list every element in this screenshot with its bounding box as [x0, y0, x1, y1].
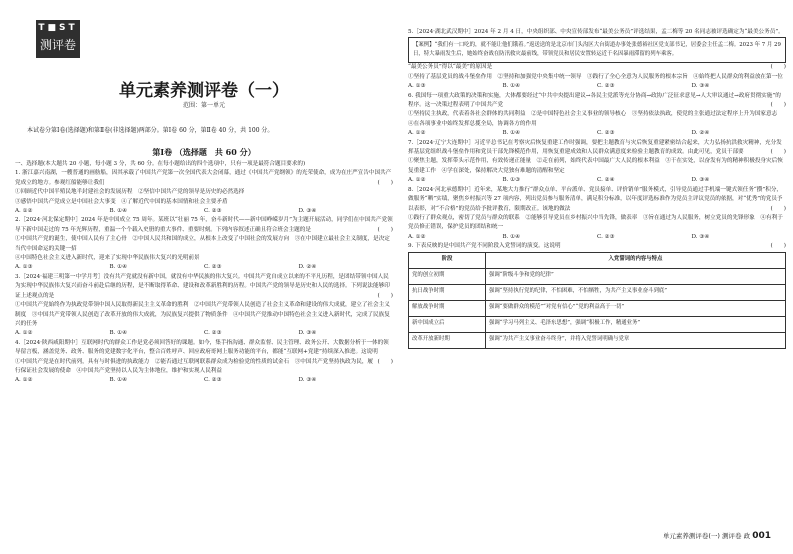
q5-options — [408, 82, 786, 91]
table-cell: 新中国成立后 — [409, 316, 486, 332]
table-row — [409, 284, 786, 300]
footer-subject: 政 — [743, 532, 751, 540]
table-cell: 强调“要做群众的模范”“对党有信心”“党的利益高于一切” — [486, 300, 786, 316]
option-d: D. ②④ — [298, 264, 317, 271]
table-cell: 强调“学习马列主义、毛泽东思想”，强调“积极工作，精通业务” — [486, 316, 786, 332]
q6-item: ①坚持民主执政，代表着各社会群体的共同利益 ②是中国特色社会主义事业的领导核心 ③坚持依法执政，使党的主张通过法定程序上升为国家意志 ④在各项事业中始终发挥总揽全局，协调各方的作用 — [408, 111, 783, 127]
q6-stem — [408, 92, 786, 111]
page-subtitle: 范围：第一单元 — [182, 102, 225, 109]
page-title: 单元素养测评卷（一） — [119, 81, 289, 101]
option-c: C. ②③ — [204, 264, 222, 271]
q8-stem-text: 8.［2024·河北承德期中］近年来，某地大力推行“群众点单、平台派单、党员接单、评价销单”服务模式，引导党员通过手机端一键式领任务“攒”积分，做服务“晒”实绩，聚焦乡村振兴等 27 项内容，列出党员参与服务清单，满足积分标准，以年度评选标准作为党员主评议党员的依据，对“优秀”的党员予以表彰，对“不合格”的党员给予批评教育，限期改正。该地的做法 — [408, 186, 783, 212]
q6-answer-slot: ( ) — [770, 102, 786, 109]
q2-stem — [15, 216, 393, 235]
q9-stem — [408, 242, 786, 251]
option-b: B. ①④ — [502, 83, 521, 90]
option-a: A. ①② — [408, 177, 426, 184]
q5-question — [408, 63, 786, 72]
option-a: A. ①② — [15, 330, 33, 337]
q7-options — [408, 176, 786, 185]
q5-question-text: “最美公务员”得以“最美”的原因是 — [408, 64, 493, 71]
q7-item: ①聚焦主题，发挥带头示范作用，有效传递正能量 ②走在前列，始终代表中国最广大人民的根本利益 ③干在实处，以奋发有为的精神积极投身灾后恢复重建工作 ④学在深处，保持解决大党独有难题的清醒和坚定 — [408, 158, 783, 174]
table-cell: 改革开放新时期 — [409, 332, 486, 348]
q3-item: ①中国共产党始终作为执政党带领中国人民取得新民主主义革命的胜利 ②中国共产党带领人民创造了社会主义革命和建设的伟大成就，建立了社会主义制度 ③中国共产党带领人民创造了改革开放的伟大成就，为民族复兴提供了物质条件 ④中国共产党推动中国特色社会主义进入新时代，完成了民族复兴的任务 — [15, 302, 390, 327]
table-row — [409, 316, 786, 332]
q2-options — [15, 263, 393, 272]
q4-item: ①中国共产党是在时代前列，具有与时俱进的执政能力 ②能否通过互联网联系群众成为检验党的性质的试金石 ③中国共产党坚持执政为民，履行保证社会发展的使命 ④中国共产党坚持以人民为主体地位，维护和实现人民利益 — [15, 358, 374, 374]
table-row — [409, 300, 786, 316]
option-c: C. ②③ — [597, 233, 615, 240]
option-c: C. ②④ — [597, 177, 615, 184]
option-a: A. ①③ — [15, 264, 33, 271]
logo-top-text: T■ST — [38, 23, 78, 33]
footer-label: 单元素养测评卷(一) — [662, 532, 720, 540]
table-cell: 抗日战争时期 — [409, 284, 486, 300]
footer-sub: 测评卷 — [722, 532, 742, 540]
q4-answer-slot: ( ) — [377, 358, 393, 365]
option-a: A. ①② — [408, 233, 426, 240]
q3-stem-text: 3.［2024·福建三明第一中学月考］没有共产党就没有新中国，就没有中华民族的伟大复兴。中国共产党自成立以来的不平凡历程，是团结带领中国人民为实现中华民族伟大复兴而奋斗前赴后继的历程，是不断取得革命、建设和改革新胜利的历程。中国共产党的领导是历史和人民的选择。下列说法能够印证上述观点的是 — [15, 273, 390, 299]
page-footer — [663, 531, 771, 541]
q9-answer-slot: ( ) — [770, 243, 786, 250]
part-heading: 第Ⅰ卷 （选择题 共 60 分） — [152, 147, 256, 157]
q6-stem-text: 6. 我国每一项重大政策的决策和实施，大体都要经过“中共中央提出建议→各民主党派等充分协商→政协广泛征求意见→人大审议通过→政府贯彻实施”的程序。这一决策过程表明了中国共产党 — [408, 92, 781, 109]
option-d: D. ③④ — [298, 377, 317, 384]
table-row — [409, 268, 786, 284]
q1-stem — [15, 169, 393, 188]
q6-options — [408, 129, 786, 138]
q3-options — [15, 329, 393, 338]
option-b: B. ①④ — [109, 208, 128, 215]
q8-stem — [408, 186, 786, 214]
table-cell: 解放战争时期 — [409, 300, 486, 316]
option-a: A. ①② — [15, 377, 33, 384]
option-b: B. ①④ — [109, 264, 128, 271]
q3-answer-slot: ( ) — [377, 292, 393, 299]
q8-options — [408, 233, 786, 242]
option-a: A. ①② — [408, 130, 426, 137]
q1-item: ③感悟中国共产党成立是中国社会大事变 ④了解近代中国的基本国情和社会主要矛盾 — [15, 198, 228, 205]
q9-stem-text: 9. 下表反映的是中国共产党不同阶段入党誓词的演变。这说明 — [408, 243, 561, 250]
option-a: A. ①③ — [408, 83, 426, 90]
exam-intro: 本试卷分第Ⅰ卷(选择题)和第Ⅱ卷(非选择题)两部分。第Ⅰ卷 60 分，第Ⅱ卷 40 分，共 100 分。 — [27, 127, 274, 134]
q8-answer-slot: ( ) — [770, 205, 786, 212]
option-d: D. ③④ — [691, 233, 710, 240]
option-a: A. ①② — [15, 208, 33, 215]
table-cell: 党的创立初期 — [409, 268, 486, 284]
option-b: B. ①③ — [502, 177, 521, 184]
q5-stem: 5.［2024·湖北武汉期中］2024 年 2 月 4 日，中央组织部、中央宣传部发布“最美公务员”评选结果，孟二梅等 20 名同志被评选确定为“最美公务员”。 — [408, 29, 784, 35]
option-d: D. ③④ — [691, 83, 710, 90]
table-header: 入党誓词的内容与特点 — [486, 252, 786, 268]
section-heading: 一、选择题(本大题共 20 小题，每小题 3 分，共 60 分。在每小题给出的四个选项中，只有一项是最符合题目要求的) — [15, 161, 306, 167]
q5-answer-slot: ( ) — [770, 64, 786, 71]
option-b: B. ①④ — [109, 377, 128, 384]
table-cell: 强调“坚持执行党的纪律，不怕困难，不怕牺牲，为共产主义事业奋斗到底” — [486, 284, 786, 300]
q2-item: ④中国特色社会主义进入新时代，迎来了实现中华民族伟大复兴的光明前景 — [15, 255, 200, 262]
q5-item: ①坚持了基层党员的战斗堡垒作用 ②坚持和加强党中央集中统一领导 ③践行了全心全意为人民服务的根本宗旨 ④始终把人民群众的利益放在第一位 — [408, 73, 783, 80]
q2-stem-text: 2.［2024·河北保定期中］2024 年是中国成立 75 周年。某班以“壮丽 75 年，奋斗新时代——新中国峥嵘岁月”为主题开展活动，同学们在中国共产党领导下新中国走过的 75 年光辉历程，重温一个个载入史册的重大事件、重要时刻。下列内容叙述正确且符合班会主题的是 — [15, 217, 393, 233]
q3-stem — [15, 273, 393, 301]
option-c: C. ②③ — [597, 130, 615, 137]
q2-answer-slot: ( ) — [377, 226, 393, 233]
page-number: 001 — [752, 531, 771, 541]
q7-stem-text: 7.［2024·辽宁大连期中］习近平总书记在考察灾后恢复重建工作时强调，要把主题教育与灾后恢复重建紧密结合起来，大力弘扬抗洪救灾精神，充分发挥基层党组织战斗堡垒作用和党员干部先锋模范作用，用恢复重建成效和人民群众满意度来检验主题教育的成效。由此可见，党员干部要 — [408, 139, 782, 156]
table-cell: 强调“阶级斗争和党的纪律” — [486, 268, 786, 284]
logo-bottom-text: 测评卷 — [39, 38, 76, 52]
option-b: B. ①④ — [502, 130, 521, 137]
q1-answer-slot: ( ) — [377, 179, 393, 186]
option-c: C. ②③ — [204, 330, 222, 337]
table-header: 阶段 — [409, 252, 486, 268]
table-cell: 强调“为共产主义事业奋斗终身”，并将入党誓词明确与党章 — [486, 332, 786, 348]
q7-stem — [408, 139, 786, 158]
q1-options — [15, 207, 393, 216]
option-d: D. ②④ — [691, 130, 710, 137]
q1-stem-text: 1. 浙江嘉兴南湖，一艘普通的画舫船，因其承载了中国共产党第一次全国代表大会闭幕，通过《中国共产党纲领》的光荣使命，成为在庄严宣告中国共产党成立的地方。参观红船能够让我们 — [15, 170, 392, 186]
option-d: D. ③④ — [691, 177, 710, 184]
option-c: C. ②③ — [204, 377, 222, 384]
q4-options — [15, 376, 393, 385]
option-b: B. ①④ — [109, 330, 128, 337]
option-c: C. ②③ — [204, 208, 222, 215]
option-d: D. ③④ — [298, 208, 317, 215]
table-row — [409, 332, 786, 348]
q7-answer-slot: ( ) — [770, 149, 786, 156]
question-group-left — [15, 160, 393, 386]
table-header-row — [409, 252, 786, 268]
option-d: D. ③④ — [298, 330, 317, 337]
q4-stem-text: 4.［2024·陕西咸阳期中］互联网时代的群众工作是党必须回答好的课题。如今，集手指沟通、群众监督、民主管理、政务公开、大数据分析于一体的领导留言板，涵盖党务、政务、服务的党建数字化平台，整合百姓呼声、回应政府哥网上服务功能的平台，都能“互联网+党建”持续深入推进。这说明 — [15, 339, 389, 356]
question-group-right — [408, 28, 786, 349]
q1-item: ①回顾近代中国半殖民地半封建社会的发展历程 ②坚信中国共产党的领导是历史的必然选择 — [15, 189, 245, 196]
q4-stem — [15, 339, 393, 365]
test-logo — [36, 20, 80, 58]
option-b: B. ①④ — [502, 233, 521, 240]
q2-item: ①中国共产党的诞生，使中国人民有了主心骨 ②中国人民共和国的成立，从根本上改变了中国社会的发展方向 ③在中国建立最社会主义制度，是决定当代中国命运的关键一招 — [15, 236, 390, 252]
q5-case-box: 【案例】“我们有一口吃的，就不能让他们饿着。”返送送的是北京市门头沟区大台街道办事处张德裕社区党支部书记，居委会主任孟二梅。2023 年 7 月 29 日，特大暴雨发生后，她始终奋战在防汛救灾最前线，带领党员和居民安置转运近千名因暴雨滞留的列车乘客。 — [408, 37, 786, 63]
oath-table — [408, 252, 786, 349]
q8-item: ①践行了群众观点，密切了党员与群众的联系 ②能够引导党员在乡村振兴中当先锋，做表率 ③旨在通过为人民服务，树立党员的先锋形象 ④有利于党员修正错误，保护党员的团结和统一 — [408, 214, 783, 231]
option-c: C. ②③ — [597, 83, 615, 90]
